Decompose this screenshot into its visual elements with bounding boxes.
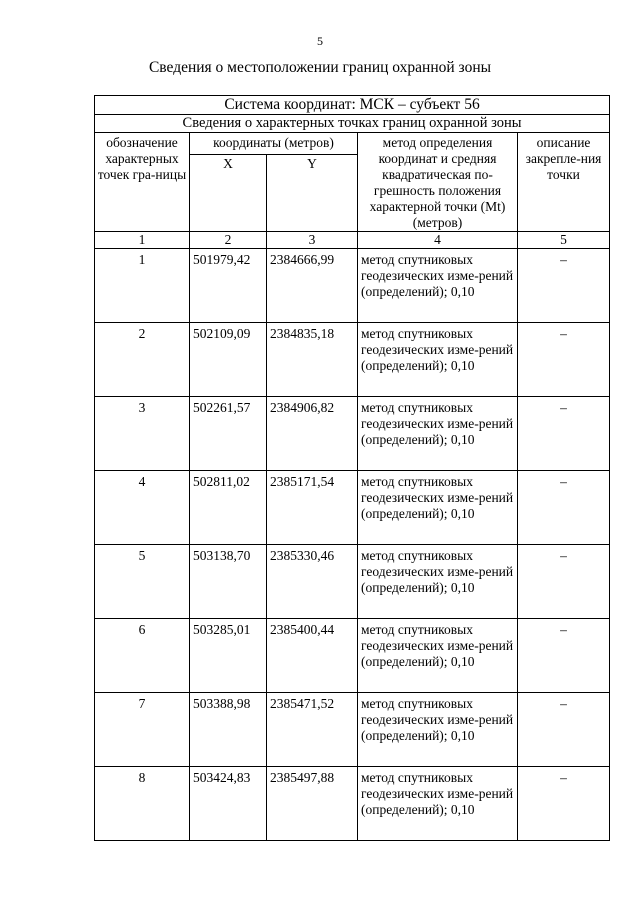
point-number: 5 [95,545,190,619]
coordinate-system-cell: Система координат: МСК – субъект 56 [95,96,610,115]
x-header: X [190,155,267,232]
table-row [95,397,610,471]
x-coordinate: 503424,83 [190,767,267,841]
y-coordinate: 2385471,52 [267,693,358,767]
method-cell: метод спутниковых геодезических изме-рений (определений); 0,10 [358,471,518,545]
table-row [95,471,610,545]
description-cell: – [518,545,610,619]
table-row [95,545,610,619]
point-number: 2 [95,323,190,397]
method-cell: метод спутниковых геодезических изме-рений (определений); 0,10 [358,323,518,397]
document-title: Сведения о местоположении границ охранной зоны [148,59,492,76]
point-number: 3 [95,397,190,471]
column-index-row [95,232,610,249]
y-coordinate: 2385330,46 [267,545,358,619]
x-coordinate: 501979,42 [190,249,267,323]
x-coordinate: 502109,09 [190,323,267,397]
y-coordinate: 2384906,82 [267,397,358,471]
point-number: 8 [95,767,190,841]
y-coordinate: 2385497,88 [267,767,358,841]
y-coordinate: 2385171,54 [267,471,358,545]
x-coordinate: 503388,98 [190,693,267,767]
column-index: 5 [518,232,610,249]
method-cell: метод спутниковых геодезических изме-рений (определений); 0,10 [358,767,518,841]
description-header: описание закрепле-ния точки [518,133,610,232]
table-row [95,693,610,767]
point-number: 7 [95,693,190,767]
x-coordinate: 503285,01 [190,619,267,693]
y-coordinate: 2384666,99 [267,249,358,323]
points-info-cell: Сведения о характерных точках границ охранной зоны [95,115,610,133]
table-row [95,323,610,397]
column-index: 1 [95,232,190,249]
description-cell: – [518,249,610,323]
table-row [95,767,610,841]
method-cell: метод спутниковых геодезических изме-рений (определений); 0,10 [358,693,518,767]
boundary-points-table [94,95,610,841]
method-cell: метод спутниковых геодезических изме-рений (определений); 0,10 [358,249,518,323]
column-index: 4 [358,232,518,249]
x-coordinate: 502261,57 [190,397,267,471]
y-coordinate: 2384835,18 [267,323,358,397]
x-coordinate: 503138,70 [190,545,267,619]
description-cell: – [518,693,610,767]
header-row [95,133,610,155]
column-index: 3 [267,232,358,249]
method-cell: метод спутниковых геодезических изме-рений (определений); 0,10 [358,397,518,471]
method-header: метод определения координат и средняя квадратическая по-грешность положения характерной точки (Mt) (метров) [358,133,518,232]
coordinates-header: координаты (метров) [190,133,358,155]
page-number: 5 [317,34,323,48]
table-body [95,96,610,841]
x-coordinate: 502811,02 [190,471,267,545]
designation-header: обозначение характерных точек гра-ницы [95,133,190,232]
y-header: Y [267,155,358,232]
table-row [95,619,610,693]
point-number: 4 [95,471,190,545]
description-cell: – [518,323,610,397]
y-coordinate: 2385400,44 [267,619,358,693]
coordinate-system-row [95,96,610,115]
method-cell: метод спутниковых геодезических изме-рений (определений); 0,10 [358,619,518,693]
description-cell: – [518,767,610,841]
table-row [95,249,610,323]
point-number: 6 [95,619,190,693]
points-info-row [95,115,610,133]
description-cell: – [518,471,610,545]
method-cell: метод спутниковых геодезических изме-рений (определений); 0,10 [358,545,518,619]
description-cell: – [518,619,610,693]
description-cell: – [518,397,610,471]
column-index: 2 [190,232,267,249]
point-number: 1 [95,249,190,323]
